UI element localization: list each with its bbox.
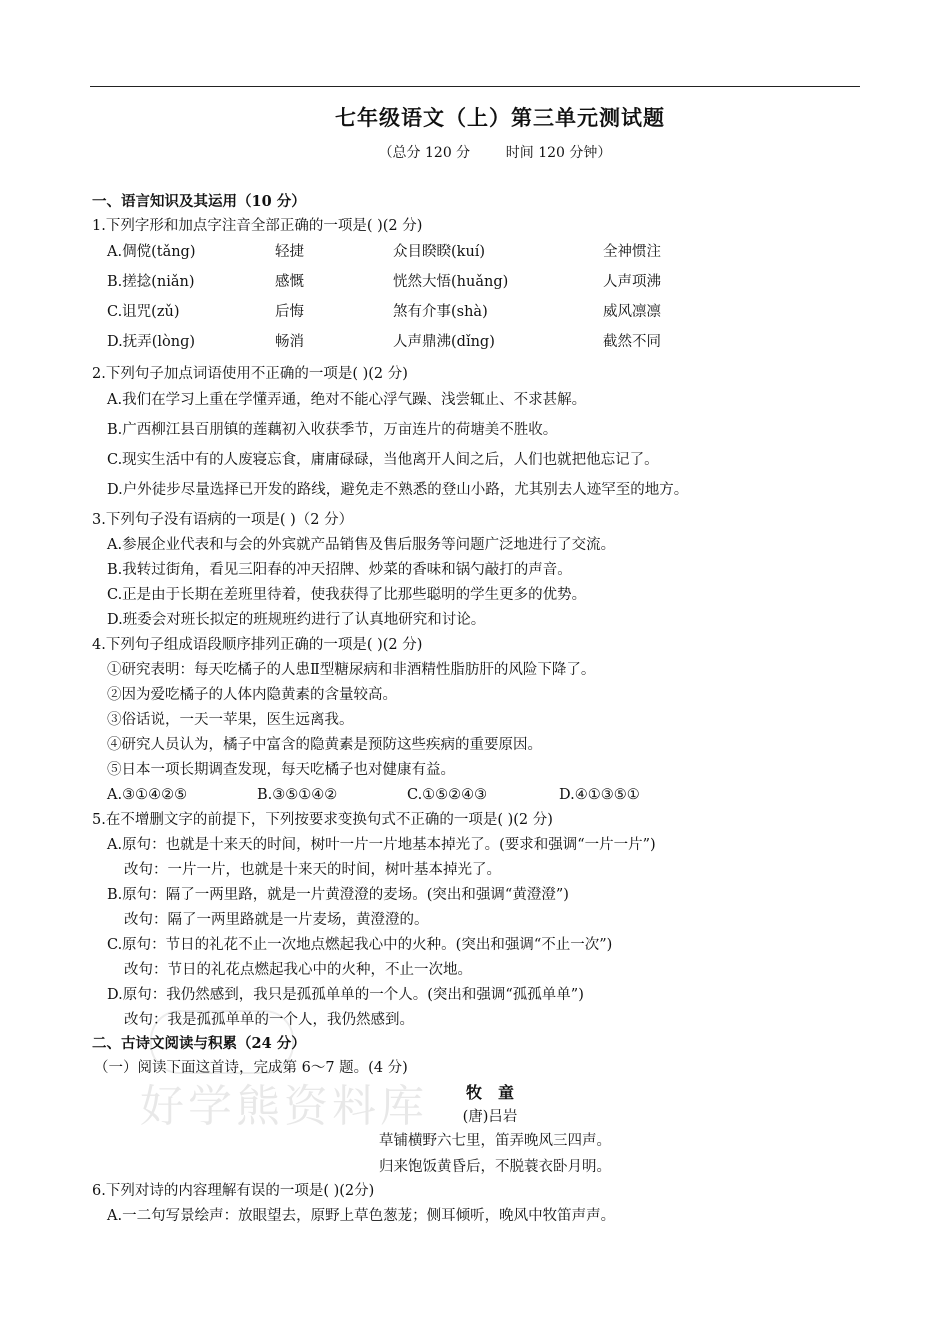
q4-options [107,784,807,806]
q1-a-4: 全神惯注 [603,244,661,260]
poem-line-2: 归来饱饭黄昏后，不脱蓑衣卧月明。 [379,1159,611,1175]
q4-stem: 4.下列句子组成语段顺序排列正确的一项是( )(2 分) [92,637,423,653]
q1-row-b [107,271,867,293]
q6-option-a: A.一二句写景绘声：放眼望去，原野上草色葱茏；侧耳倾听，晚风中牧笛声声。 [107,1208,616,1224]
q1-c-4: 威风凛凛 [603,304,661,320]
q4-sentence-4: ④研究人员认为，橘子中富含的隐黄素是预防这些疾病的重要原因。 [107,737,542,753]
q4-option-d: D.④①③⑤① [559,787,640,803]
q3-option-d: D.班委会对班长拟定的班规班约进行了认真地研究和讨论。 [107,612,486,628]
q3-option-b: B.我转过街角，看见三阳春的冲天招牌、炒菜的香味和锅勺敲打的声音。 [107,562,572,578]
q5-line-d1: D.原句：我仍然感到，我只是孤孤单单的一个人。(突出和强调“孤孤单单”) [107,987,584,1003]
q4-option-b: B.③⑤①④② [257,787,338,803]
q1-d-4: 截然不同 [603,334,661,350]
q5-line-c1: C.原句：节日的礼花不止一次地点燃起我心中的火种。(突出和强调“不止一次”) [107,937,613,953]
page-title: 七年级语文（上）第三单元测试题 [335,105,665,130]
q2-option-c: C.现实生活中有的人废寝忘食，庸庸碌碌，当他离开人间之后，人们也就把他忘记了。 [107,452,659,468]
section-1-heading: 一、语言知识及其运用（10 分） [92,193,306,210]
q1-a-3: 众目睽睽(kuí) [393,244,486,260]
q4-option-a: A.③①④②⑤ [107,787,188,803]
q1-c-2: 后悔 [275,304,304,320]
page-subtitle: （总分 120 分 时间 120 分钟） [378,145,612,161]
q1-d-3: 人声鼎沸(dǐng) [393,334,495,350]
q1-row-a [107,241,867,263]
q4-sentence-2: ②因为爱吃橘子的人体内隐黄素的含量较高。 [107,687,397,703]
q4-sentence-1: ①研究表明：每天吃橘子的人患Ⅱ型糖尿病和非酒精性脂肪肝的风险下降了。 [107,662,596,678]
q1-b-2: 感慨 [275,274,304,290]
section-2-heading: 二、古诗文阅读与积累（24 分） [92,1035,306,1052]
q5-line-c2: 改句：节日的礼花点燃起我心中的火种，不止一次地。 [124,962,472,978]
q2-option-a: A.我们在学习上重在学懂弄通，绝对不能心浮气躁、浅尝辄止、不求甚解。 [107,392,587,408]
q5-line-a2: 改句：一片一片，也就是十来天的时间，树叶基本掉光了。 [124,862,501,878]
poem-author: (唐)吕岩 [462,1109,518,1125]
q1-row-c [107,301,867,323]
q1-stem: 1.下列字形和加点字注音全部正确的一项是( )(2 分) [92,218,423,234]
q5-stem: 5.在不增删文字的前提下，下列按要求变换句式不正确的一项是( )(2 分) [92,812,553,828]
section-2-part-1: （一）阅读下面这首诗，完成第 6～7 题。(4 分) [94,1060,408,1076]
q1-row-d [107,331,867,353]
watermark: 好学熊资料库 [140,1081,428,1132]
q5-line-a1: A.原句：也就是十来天的时间，树叶一片一片地基本掉光了。(要求和强调“一片一片”) [107,837,656,853]
q2-option-b: B.广西柳江县百朋镇的莲藕初入收获季节，万亩连片的荷塘美不胜收。 [107,422,558,438]
q1-c-1: C.诅咒(zǔ) [107,304,180,320]
q1-c-3: 煞有介事(shà) [393,304,488,320]
q3-option-a: A.参展企业代表和与会的外宾就产品销售及售后服务等问题广泛地进行了交流。 [107,537,616,553]
q2-stem: 2.下列句子加点词语使用不正确的一项是( )(2 分) [92,366,408,382]
q3-stem: 3.下列句子没有语病的一项是( )（2 分） [92,512,354,528]
poem-title: 牧 童 [465,1083,514,1102]
q4-option-c: C.①⑤②④③ [407,787,488,803]
q2-option-d: D.户外徒步尽量选择已开发的路线，避免走不熟悉的登山小路，尤其别去人迹罕至的地方。 [107,482,689,498]
poem-line-1: 草铺横野六七里，笛弄晚风三四声。 [379,1133,611,1149]
q3-option-c: C.正是由于长期在差班里待着，使我获得了比那些聪明的学生更多的优势。 [107,587,587,603]
q5-line-b1: B.原句：隔了一两里路，就是一片黄澄澄的麦场。(突出和强调“黄澄澄”) [107,887,569,903]
q1-b-3: 恍然大悟(huǎng) [393,274,509,290]
q4-sentence-5: ⑤日本一项长期调查发现，每天吃橘子也对健康有益。 [107,762,455,778]
q1-d-1: D.抚弄(lònɡ) [107,334,196,350]
header-rule [90,86,860,87]
q5-line-b2: 改句：隔了一两里路就是一片麦场，黄澄澄的。 [124,912,429,928]
q1-a-2: 轻捷 [275,244,304,260]
q1-b-1: B.搓捻(niǎn) [107,274,195,290]
q5-line-d2: 改句：我是孤孤单单的一个人，我仍然感到。 [124,1012,414,1028]
q6-stem: 6.下列对诗的内容理解有误的一项是( )(2分) [92,1183,375,1199]
q1-d-2: 畅消 [275,334,304,350]
q4-sentence-3: ③俗话说，一天一苹果，医生远离我。 [107,712,354,728]
q1-a-1: A.倜傥(tǎng) [107,244,196,260]
q1-b-4: 人声项沸 [603,274,661,290]
